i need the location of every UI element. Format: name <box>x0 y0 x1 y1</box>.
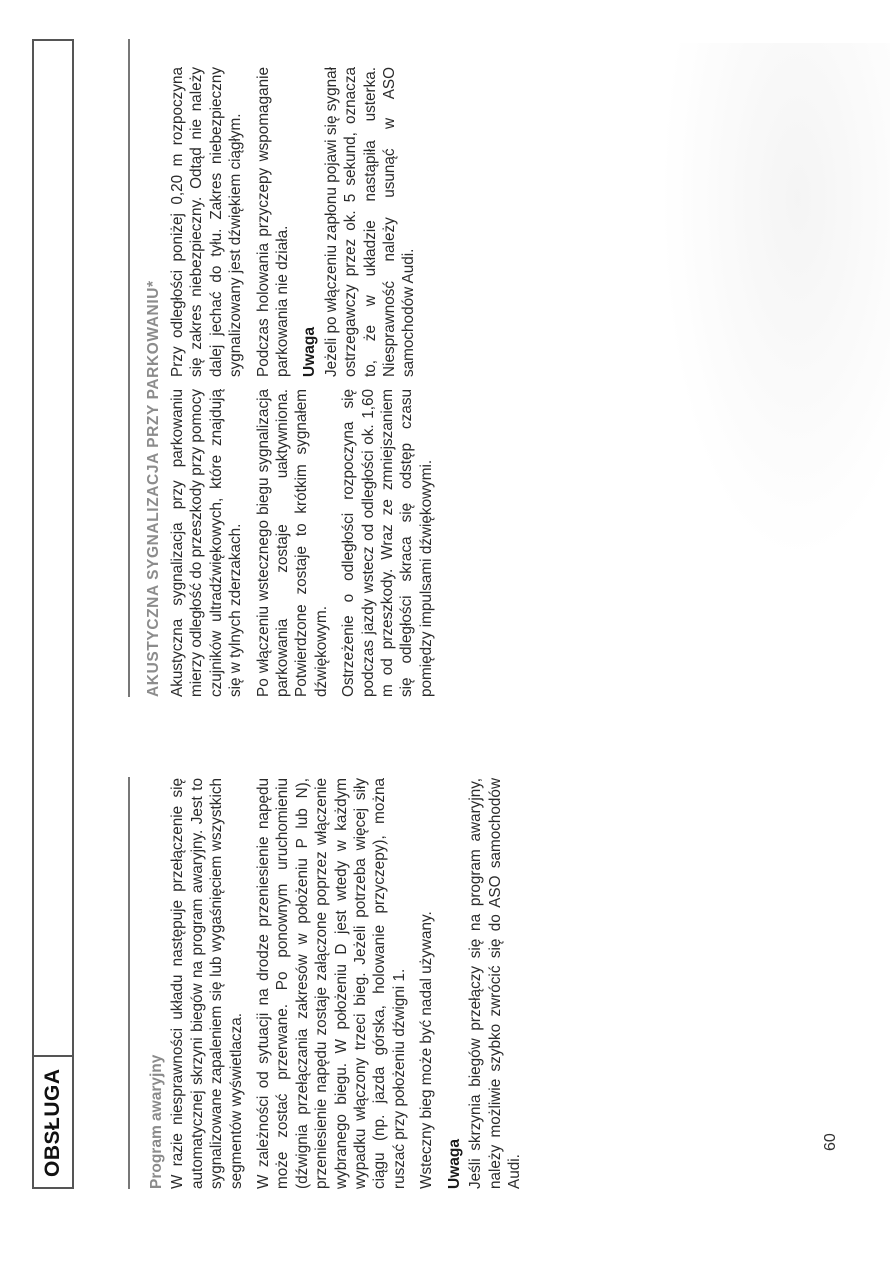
paragraph: Wsteczny bieg może być nadal używany. <box>418 911 436 1189</box>
paragraph: Po włączeniu wstecznego biegu sygnalizacja parkowania zostaje uaktywniona. Potwierdzone zostaje to krótkim sygnałem dźwiękowym. <box>254 389 330 697</box>
paragraph: W zależności od sytuacji na drodze przeniesienie napędu może zostać przerwane. Po ponownym uruchomieniu (dźwignia przełączania zakresów w położeniu P lub N), przeniesienie napędu zostaje załączone poprzez włączenie wybranego biegu. W położeniu D jest wtedy w każdym wypadku włączony trzeci bieg. Jeżeli potrzeba więcej siły ciągu (np. jazda górska, holowanie przyczepy), można ruszać przy położeniu dźwigni 1. <box>255 778 408 1189</box>
note-text: Jeśli skrzynia biegów przełączy się na program awaryjny, należy możliwie szybko zwrócić się do ASO samochodów Audi. <box>467 778 523 1189</box>
paragraph: Podczas holowania przyczepy wspomaganie parkowania nie działa. <box>254 67 292 377</box>
left-column <box>147 778 532 1189</box>
paragraph: Ostrzeżenie o odległości rozpoczyna się podczas jazdy wstecz od odległości ok. 1,60 m od przeszkody. Wraz ze zmniejszaniem się odległości skraca się odstęp czasu pomiędzy impulsami dźwiękowymi. <box>340 389 435 697</box>
middle-column <box>168 389 444 697</box>
scan-artifact <box>660 43 890 563</box>
paragraph: Akustyczna sygnalizacja przy parkowaniu mierzy odległość do przeszkody przy pomocy czujników ultradźwiękowych, które znajdują się w tylnych zderzakach. <box>169 389 245 697</box>
section-title-parking: AKUSTYCZNA SYGNALIZACJA PRZY PARKOWANIU* <box>145 280 162 697</box>
note-heading: Uwaga <box>301 327 319 377</box>
note-text: Jeżeli po włączeniu zapłonu pojawi się sygnał ostrzegawczy przez ok. 5 sekund, oznacza to, że w układzie nastąpiła usterka. Niesprawność należy usunąć w ASO samochodów Audi. <box>322 67 418 377</box>
right-column <box>168 67 427 377</box>
section-heading-emergency: Program awaryjny <box>148 1054 165 1189</box>
left-column-rule <box>128 777 130 1189</box>
note-heading: Uwaga <box>445 1139 463 1189</box>
section-rule <box>128 39 130 697</box>
paragraph: Przy odległości poniżej 0,20 m rozpoczyna się zakres niebezpieczny. Odtąd nie należy dalej jechać do tyłu. Zakres niebezpieczny sygnalizowany jest dźwiękiem ciągłym. <box>169 67 245 377</box>
page-number: 60 <box>822 1133 839 1151</box>
paragraph: W razie niesprawności układu następuje przełączenie się automatycznej skrzyni biegów na program awaryjny. Jest to sygnalizowane zapaleniem się lub wygaśnięciem wszystkich segmentów wyświetlacza. <box>169 778 245 1189</box>
chapter-title: OBSŁUGA <box>34 1055 72 1187</box>
chapter-header-box <box>32 39 74 1189</box>
